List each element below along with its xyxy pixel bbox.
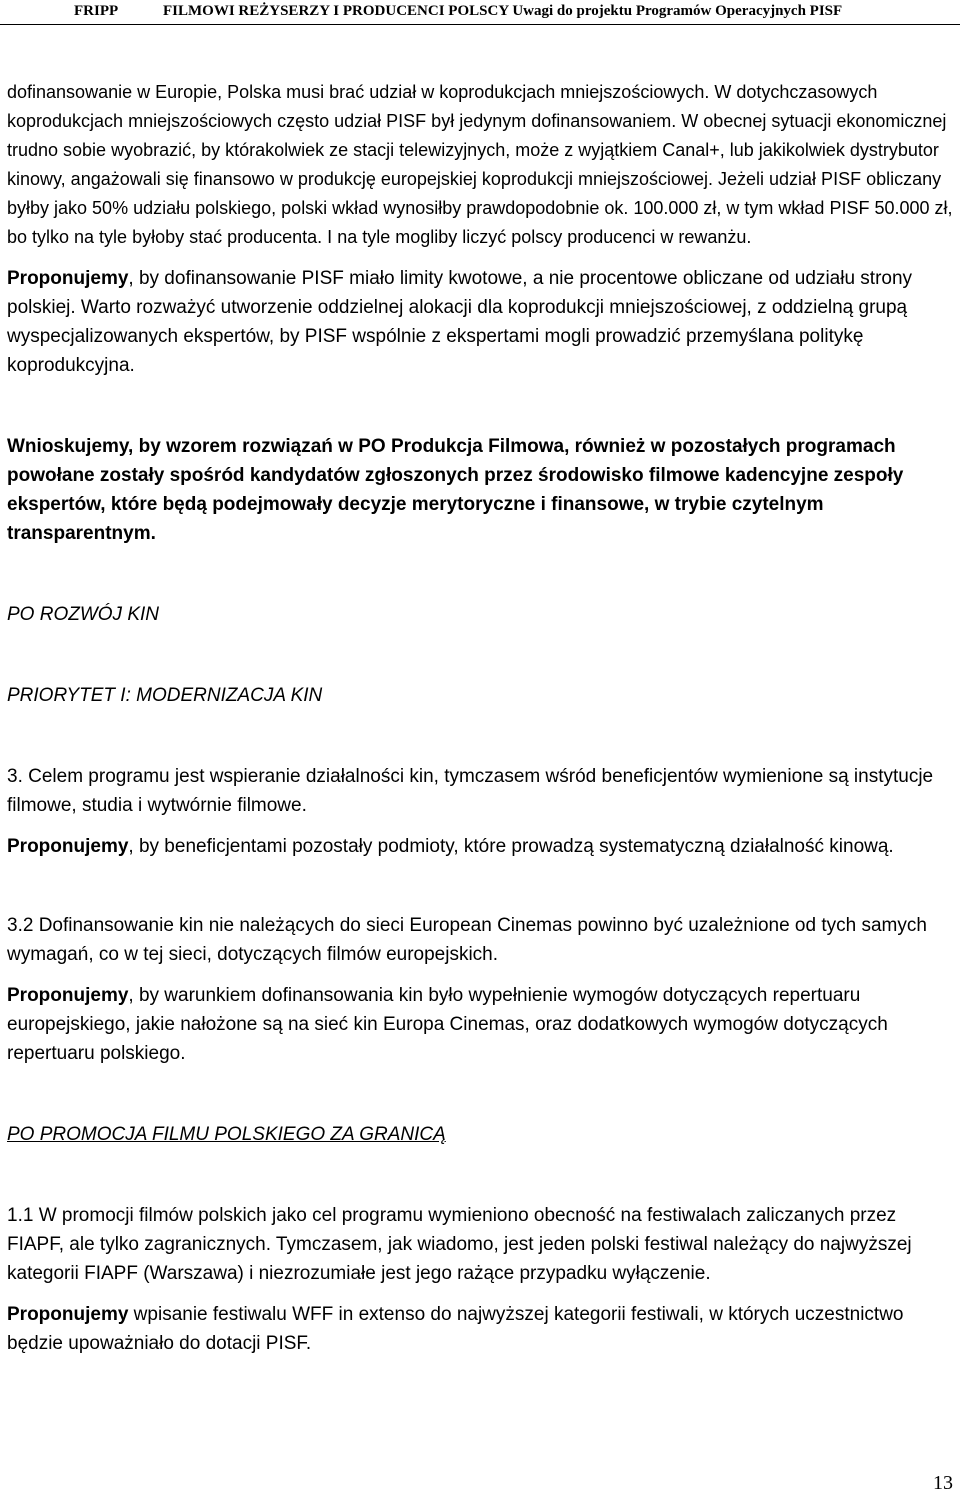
proposal-keyword: Proponujemy <box>7 268 129 289</box>
conclusion-text: Wnioskujemy, by wzorem rozwiązań w PO Produkcja Filmowa, również w pozostałych programach powołane zostały spośród kandydatów zgłoszonych przez środowisko filmowe kadencyjne zespoły ekspertów, które będą podejmowały decyzje merytoryczne i finansowe, w trybie czytelnym transparentnym. <box>7 436 904 544</box>
paragraph-proposal-beneficiaries <box>7 832 953 861</box>
paragraph-coproduction: dofinansowanie w Europie, Polska musi brać udział w koprodukcjach mniejszościowych. W dotychczasowych koprodukcjach mniejszościowych często udział PISF był jedynym dofinansowaniem. W obecnej sytuacji ekonomicznej trudno sobie wyobrazić, by którakolwiek ze stacji telewizyjnych, może z wyjątkiem Canal+, lub jakikolwiek dystrybutor kinowy, angażowali się finansowo w produkcję europejskiej koprodukcji mniejszościowej. Jeżeli udział PISF obliczany byłby jako 50% udziału polskiego, polski wkład wynosiłby prawdopodobnie ok. 100.000 zł, w tym wkład PISF 50.000 zł, bo tylko na tyle byłoby stać producenta. I na tyle mogliby liczyć polscy producenci w rewanżu. <box>7 82 953 247</box>
proposal-keyword: Proponujemy <box>7 836 129 857</box>
page-header <box>0 2 960 25</box>
paragraph-proposal-wff <box>7 1300 953 1358</box>
paragraph-festivals: 1.1 W promocji filmów polskich jako cel programu wymieniono obecność na festiwalach zaliczanych przez FIAPF, ale tylko zagranicznych. Tymczasem, jak wiadomo, jest jeden polski festiwal należący do najwyższej kategorii FIAPF (Warszawa) i niezrozumiałe jest jego rażące przypadku wyłączenie. <box>7 1205 912 1284</box>
section-heading-cinema: PO ROZWÓJ KIN <box>7 604 159 625</box>
priority-heading-modernization: PRIORYTET I: MODERNIZACJA KIN <box>7 685 323 706</box>
page-number: 13 <box>933 1472 953 1494</box>
section-heading-promotion: PO PROMOCJA FILMU POLSKIEGO ZA GRANICĄ <box>7 1124 446 1145</box>
proposal-text: wpisanie festiwalu WFF in extenso do najwyższej kategorii festiwali, w których uczestnictwo będzie upoważniało do dotacji PISF. <box>7 1304 904 1354</box>
header-org-abbr: FRIPP <box>74 3 119 19</box>
proposal-keyword: Proponujemy <box>7 985 129 1006</box>
paragraph-cinema-funding: 3.2 Dofinansowanie kin nie należących do sieci European Cinemas powinno być uzależnione od tych samych wymagań, co w tej sieci, dotyczących filmów europejskich. <box>7 915 927 965</box>
paragraph-proposal-limits <box>7 264 953 380</box>
proposal-text: , by dofinansowanie PISF miało limity kwotowe, a nie procentowe obliczane od udziału strony polskiej. Warto rozważyć utworzenie oddzielnej alokacji dla koprodukcji mniejszościowej, z oddzielną grupą wyspecjalizowanych ekspertów, by PISF wspólnie z ekspertami mogli prowadzić przemyślana politykę koprodukcyjna. <box>7 268 913 376</box>
proposal-keyword: Proponujemy <box>7 1304 129 1325</box>
paragraph-program-goal: 3. Celem programu jest wspieranie działalności kin, tymczasem wśród beneficjentów wymienione są instytucje filmowe, studia i wytwórnie filmowe. <box>7 766 934 816</box>
header-title: FILMOWI REŻYSERZY I PRODUCENCI POLSCY Uwagi do projektu Programów Operacyjnych PISF <box>163 3 843 19</box>
paragraph-conclusion <box>7 432 953 548</box>
proposal-text: , by beneficjentami pozostały podmioty, które prowadzą systematyczną działalność kinową. <box>128 836 894 857</box>
paragraph-proposal-repertoire <box>7 981 953 1068</box>
document-body <box>7 78 953 1358</box>
proposal-text: , by warunkiem dofinansowania kin było wypełnienie wymogów dotyczących repertuaru europejskiego, jakie nałożone są na sieć kin Europa Cinemas, oraz dodatkowych wymogów dotyczących repertuaru polskiego. <box>7 985 888 1064</box>
